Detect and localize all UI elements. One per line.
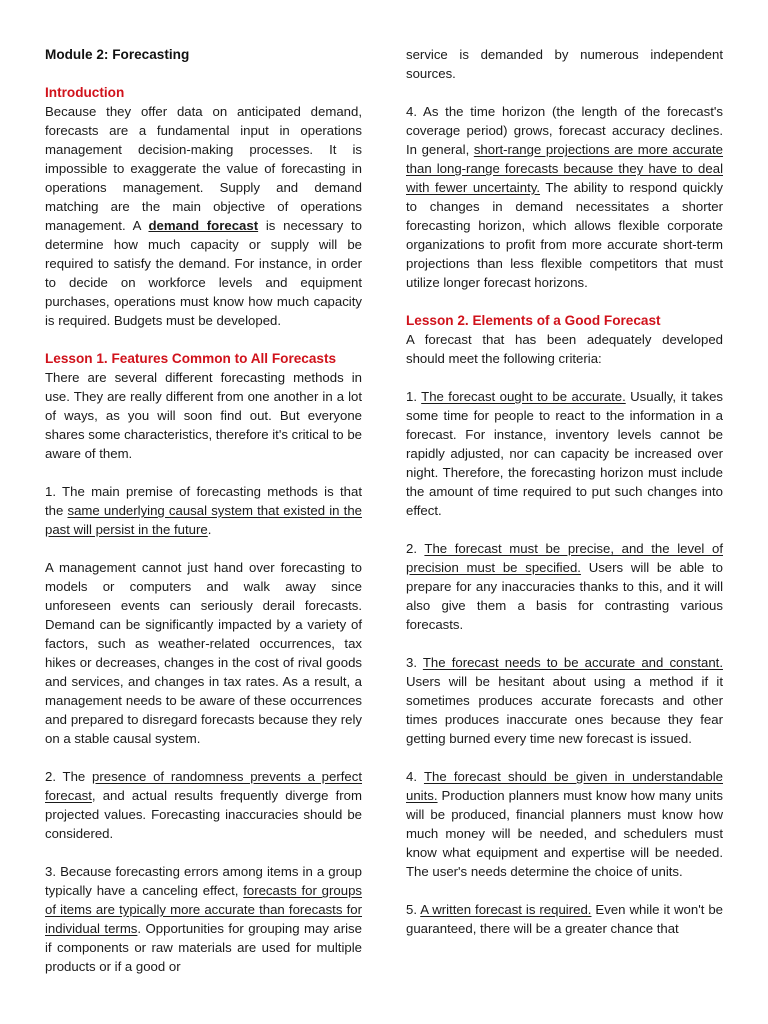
point2-underlined: presence of randomness prevents a perfect forecast bbox=[45, 769, 362, 803]
feature-point-3-continued: service is demanded by numerous independent sources. bbox=[406, 47, 723, 81]
criterion-3 bbox=[406, 653, 723, 748]
lesson2-heading: Lesson 2. Elements of a Good Forecast bbox=[406, 313, 661, 328]
point4-post: The ability to respond quickly to changes in demand necessitates a shorter forecasting horizon, which allows flexible corporate organizations to profit from more accurate short-term projections than less flexible competitors that must utilize longer forecast horizons. bbox=[406, 180, 723, 290]
lesson1-intro: There are several different forecasting methods in use. They are really different from one another in a lot of ways, as you will soon find out. But everyone shares some characteristics, therefore it's critical to be aware of them. bbox=[45, 370, 362, 461]
lesson2-intro: A forecast that has been adequately developed should meet the following criteria: bbox=[406, 332, 723, 366]
criterion-number: 3. bbox=[406, 655, 423, 670]
point1-post: . bbox=[207, 522, 212, 537]
point4-underlined: short-range projections are more accurate than long-range forecasts because they have to deal with fewer uncertainty. bbox=[406, 142, 724, 195]
criterion-text: Users will be able to prepare for any inaccuracies thanks to this, and it will also give them a basis for contrasting various forecasts. bbox=[406, 560, 723, 632]
criterion-underlined: The forecast needs to be accurate and constant. bbox=[422, 655, 723, 670]
criterion-2 bbox=[406, 539, 723, 634]
intro-text-pre: Because they offer data on anticipated demand, forecasts are a fundamental input in operations management decision-making processes. It is impossible to exaggerate the value of forecasting in operations management. Supply and demand matching are the main objective of operations management. A bbox=[45, 104, 362, 233]
criterion-4 bbox=[406, 767, 723, 881]
point2-pre: 2. The bbox=[45, 769, 93, 784]
point3-underlined: forecasts for groups of items are typically more accurate than forecasts for individual terms bbox=[45, 883, 363, 936]
criterion-underlined: The forecast ought to be accurate. bbox=[421, 389, 626, 404]
criterion-text: Users will be hesitant about using a method if it sometimes produces accurate forecasts and other times produces inaccurate ones because they fear getting burned every time new forecast is issued. bbox=[406, 674, 723, 746]
criterion-text: Even while it won't be guaranteed, there will be a greater chance that bbox=[406, 902, 724, 936]
introduction-paragraph bbox=[45, 102, 362, 330]
introduction-heading: Introduction bbox=[45, 85, 125, 100]
criterion-text: Production planners must know how many units will be produced, financial planners must know how much money will be needed, and schedulers must know what equipment and expertise will be needed. The user's needs determine the choice of units. bbox=[406, 788, 723, 879]
feature-point-3 bbox=[45, 862, 362, 976]
point3-post: . Opportunities for grouping may arise if components or raw materials are used for multiple products or if a good or bbox=[45, 921, 362, 974]
document-title: Module 2: Forecasting bbox=[45, 47, 190, 62]
point4-pre: 4. As the time horizon (the length of the forecast's coverage period) grows, forecast accuracy declines. In general, bbox=[406, 104, 723, 157]
criterion-number: 2. bbox=[406, 541, 425, 556]
point3-pre: 3. Because forecasting errors among items in a group typically have a canceling effect, bbox=[45, 864, 362, 898]
criterion-number: 1. bbox=[406, 389, 422, 404]
criterion-5 bbox=[406, 900, 723, 938]
management-paragraph: A management cannot just hand over forecasting to models or computers and walk away since unforeseen events can seriously derail forecasts. Demand can be significantly impacted by a variety of factors, such as weather-related occurrences, tax hikes or decreases, changes in the cost of rival goods and services, and changes in tax rates. As a result, a management needs to be aware of these occurrences and prepared to disregard forecasts because they rely on a stable causal system. bbox=[45, 560, 362, 746]
point2-post: , and actual results frequently diverge from projected values. Forecasting inaccuracies should be considered. bbox=[45, 788, 362, 841]
criterion-underlined: A written forecast is required. bbox=[420, 902, 592, 917]
lesson1-heading: Lesson 1. Features Common to All Forecasts bbox=[45, 351, 337, 366]
feature-point-2 bbox=[45, 767, 362, 843]
intro-text-post: is necessary to determine how much capacity or supply will be required to satisfy the demand. For instance, in order to decide on workforce levels and equipment purchases, operations must know how much capacity is required. Budgets must be developed. bbox=[45, 218, 362, 328]
right-column bbox=[406, 45, 723, 938]
feature-point-1 bbox=[45, 482, 362, 539]
demand-forecast-term: demand forecast bbox=[148, 218, 259, 233]
criterion-number: 5. bbox=[406, 902, 421, 917]
criterion-underlined: The forecast should be given in understandable units. bbox=[406, 769, 723, 803]
point1-underlined: same underlying causal system that existed in the past will persist in the future bbox=[45, 503, 362, 537]
point1-pre: 1. The main premise of forecasting methods is that the bbox=[45, 484, 362, 518]
criterion-underlined: The forecast must be precise, and the level of precision must be specified. bbox=[406, 541, 723, 575]
criterion-text: Usually, it takes some time for people to react to the information in a forecast. For instance, inventory levels cannot be rapidly adjusted, nor can capacity be increased over night. Therefore, the forecasting horizon must include the amount of time required to put such changes into effect. bbox=[406, 389, 723, 518]
criterion-1 bbox=[406, 387, 723, 520]
criterion-number: 4. bbox=[406, 769, 424, 784]
left-column bbox=[45, 45, 362, 976]
feature-point-4 bbox=[406, 102, 723, 292]
